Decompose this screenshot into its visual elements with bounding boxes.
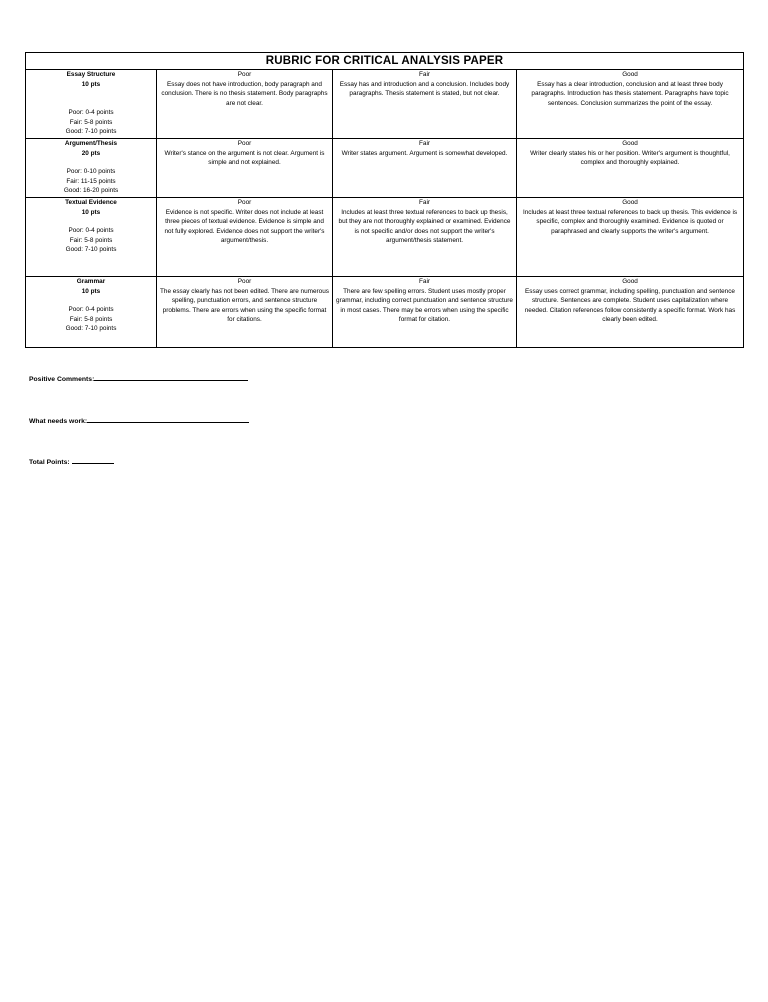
criterion-name: Essay Structure: [66, 71, 116, 78]
total-points-line[interactable]: [72, 455, 114, 464]
range-poor: Poor: 0-4 points: [68, 227, 114, 235]
level-label: Good: [622, 278, 638, 285]
positive-comments-line[interactable]: [94, 372, 248, 381]
criterion-points: 10 pts: [81, 80, 101, 88]
needs-work-label: What needs work:: [29, 418, 88, 425]
level-description: Essay uses correct grammar, including spelling, punctuation and sentence structure. Sentences are complete. Student uses capitalization where needed. Citation references follow consistently a specific format. Work has clearly been edited.: [524, 287, 736, 324]
level-label: Good: [622, 71, 638, 78]
level-label: Fair: [418, 140, 430, 147]
total-points-field: [29, 455, 114, 466]
level-label: Poor: [237, 199, 252, 206]
table-row: [26, 70, 744, 139]
range-fair: Fair: 5-8 points: [69, 315, 113, 323]
criterion-points: 10 pts: [81, 208, 101, 216]
range-good: Good: 7-10 points: [65, 246, 117, 254]
level-description: Essay has a clear introduction, conclusion and at least three body paragraphs. Introduction has thesis statement. Paragraphs have topic sentences. Conclusion summarizes the point of the essay.: [531, 80, 729, 107]
level-description: Includes at least three textual references to back up thesis, but they are not thoroughly explained or examined. Evidence is not specific and/or does not support the writer's argument/thesis statement.: [338, 208, 511, 245]
title-row: [26, 53, 744, 70]
level-description: Essay does not have introduction, body paragraph and conclusion. There is no thesis statement. Body paragraphs are not clear.: [161, 80, 328, 107]
range-poor: Poor: 0-4 points: [68, 109, 114, 117]
good-cell: [517, 139, 744, 198]
total-points-label: Total Points:: [29, 459, 70, 466]
fair-cell: [333, 70, 517, 139]
fair-cell: [333, 139, 517, 198]
level-description: Essay has and introduction and a conclusion. Includes body paragraphs. Thesis statement is stated, but not clear.: [339, 80, 510, 98]
range-fair: Fair: 5-8 points: [69, 118, 113, 126]
level-description: Writer states argument. Argument is somewhat developed.: [341, 149, 508, 157]
level-label: Good: [622, 199, 638, 206]
rubric-title: RUBRIC FOR CRITICAL ANALYSIS PAPER: [26, 53, 744, 70]
rubric-table: [25, 52, 744, 348]
level-description: Writer's stance on the argument is not clear. Argument is simple and not explained.: [164, 149, 325, 167]
good-cell: [517, 277, 744, 348]
good-cell: [517, 198, 744, 277]
poor-cell: [157, 139, 333, 198]
needs-work-line[interactable]: [87, 414, 249, 423]
positive-comments-label: Positive Comments:: [29, 376, 95, 383]
level-description: Evidence is not specific. Writer does not include at least three pieces of textual evidence. Evidence is simple and not fully explored. Evidence does not support the writer's argument/thesis.: [164, 208, 325, 245]
level-label: Fair: [418, 199, 430, 206]
range-fair: Fair: 11-15 points: [66, 177, 116, 185]
range-poor: Poor: 0-10 points: [66, 168, 116, 176]
fair-cell: [333, 277, 517, 348]
criterion-cell: [26, 198, 157, 277]
criterion-name: Argument/Thesis: [64, 140, 118, 147]
poor-cell: [157, 277, 333, 348]
level-description: There are few spelling errors. Student uses mostly proper grammar, including correct punctuation and sentence structure in most cases. There may be errors when using the specific format for citation.: [336, 287, 513, 324]
table-row: [26, 198, 744, 277]
level-description: Writer clearly states his or her position. Writer's argument is thoughtful, complex and thoroughly explained.: [530, 149, 730, 167]
criterion-name: Textual Evidence: [65, 199, 117, 206]
criterion-name: Grammar: [76, 278, 106, 285]
criterion-points: 20 pts: [81, 149, 101, 157]
level-label: Poor: [237, 278, 252, 285]
range-fair: Fair: 5-8 points: [69, 236, 113, 244]
criterion-cell: [26, 70, 157, 139]
level-label: Poor: [237, 140, 252, 147]
table-row: [26, 139, 744, 198]
positive-comments-field: [29, 372, 248, 383]
level-label: Fair: [418, 71, 430, 78]
poor-cell: [157, 70, 333, 139]
range-poor: Poor: 0-4 points: [68, 306, 114, 314]
criterion-cell: [26, 277, 157, 348]
good-cell: [517, 70, 744, 139]
needs-work-field: [29, 414, 249, 425]
poor-cell: [157, 198, 333, 277]
fair-cell: [333, 198, 517, 277]
range-good: Good: 16-20 points: [63, 187, 119, 195]
level-description: The essay clearly has not been edited. There are numerous spelling, punctuation errors, and sentence structure problems. There are errors when using the specific format for citations.: [160, 287, 329, 324]
criterion-cell: [26, 139, 157, 198]
range-good: Good: 7-10 points: [65, 325, 117, 333]
level-label: Poor: [237, 71, 252, 78]
level-description: Includes at least three textual references to back up thesis. This evidence is specific, complex and thoroughly examined. Evidence is quoted or paraphrased and clearly supports the writer's argument.: [522, 208, 738, 235]
level-label: Good: [622, 140, 638, 147]
table-row: [26, 277, 744, 348]
level-label: Fair: [418, 278, 430, 285]
criterion-points: 10 pts: [81, 287, 101, 295]
range-good: Good: 7-10 points: [65, 128, 117, 136]
